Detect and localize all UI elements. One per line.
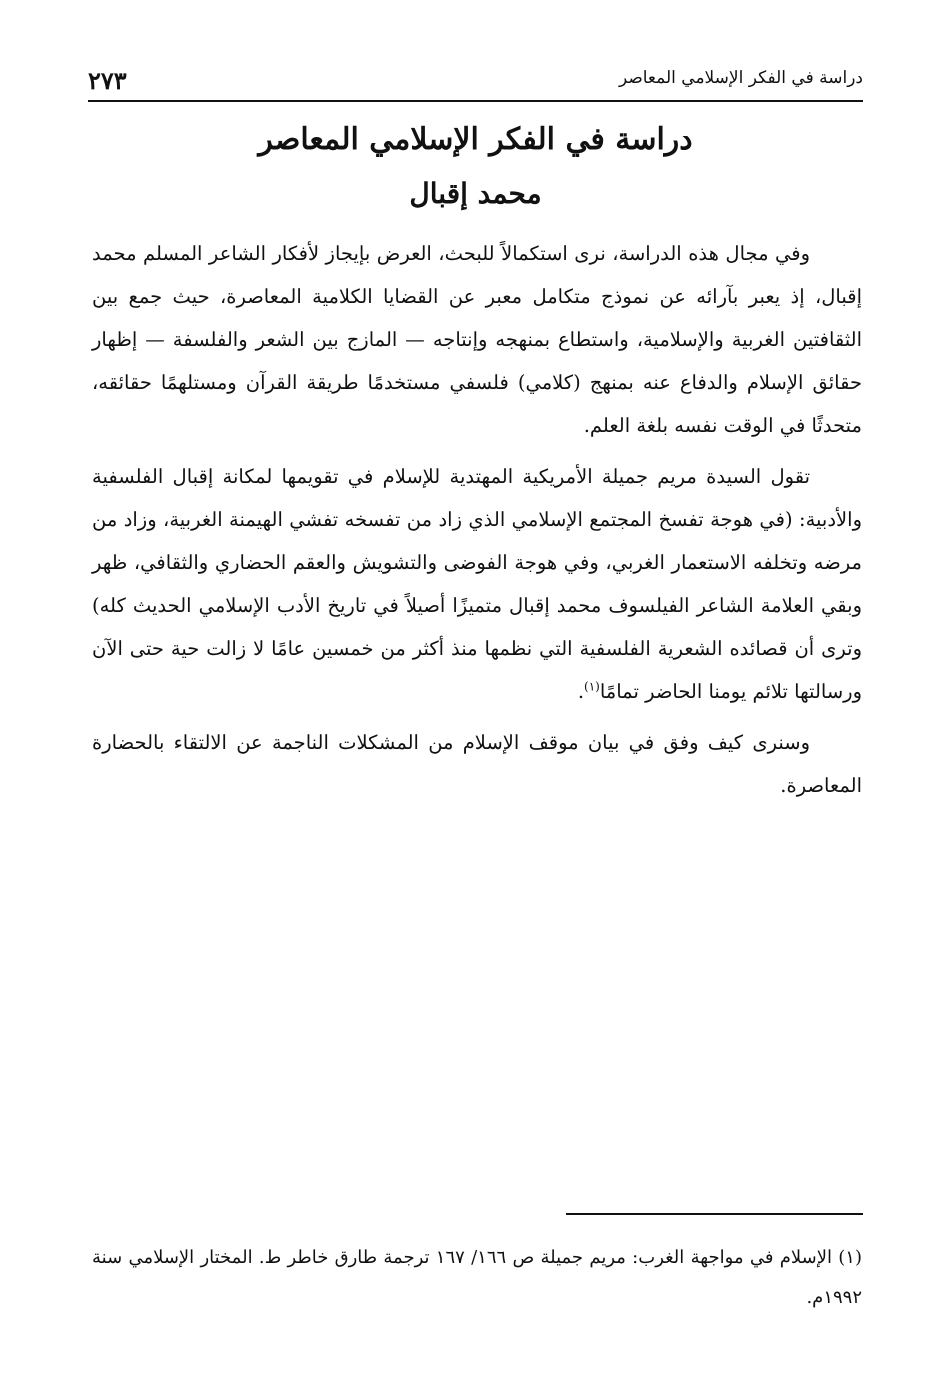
page-number: ٢٧٣ xyxy=(88,66,127,95)
paragraph-text: تقول السيدة مريم جميلة الأمريكية المهتدية للإسلام في تقويمها لمكانة إقبال الفلسفية والأدبية: (في هوجة تفسخ المجتمع الإسلامي الذي زاد من تفسخه تفشي الهيمنة الغربية، وزاد من مرضه وتخلفه الاستعمار الغربي، وفي هوجة الفوضى والتشويش والعقم الحضاري والثقافي، ظهر وبقي العلامة الشاعر الفيلسوف محمد إقبال متميزًا أصيلاً في تاريخ الأدب الإسلامي الحديث كله) وترى أن قصائده الشعرية الفلسفية التي نظمها منذ أكثر من خمسين عامًا لا زالت حية حتى الآن ورسالتها تلائم يومنا الحاضر تمامًا xyxy=(92,465,862,703)
paragraph-end: . xyxy=(577,680,585,703)
footnote: (١) الإسلام في مواجهة الغرب: مريم جميلة ص ١٦٦/ ١٦٧ ترجمة طارق خاطر ط. المختار الإسلامي سنة ١٩٩٢م. xyxy=(92,1247,862,1308)
footnote-reference[interactable]: (١) xyxy=(584,679,600,694)
running-header xyxy=(88,66,863,102)
paragraph: وسنرى كيف وفق في بيان موقف الإسلام من المشكلات الناجمة عن الالتقاء بالحضارة المعاصرة. xyxy=(92,731,862,797)
footnote-separator xyxy=(566,1213,863,1215)
chapter-title: دراسة في الفكر الإسلامي المعاصر xyxy=(258,122,693,157)
paragraph xyxy=(92,455,862,713)
running-title: دراسة في الفكر الإسلامي المعاصر xyxy=(618,68,863,88)
body-text xyxy=(92,232,862,815)
paragraph: وفي مجال هذه الدراسة، نرى استكمالاً للبحث، العرض بإيجاز لأفكار الشاعر المسلم محمد إقبال، إذ يعبر بآرائه عن نموذج متكامل معبر عن القضايا الكلامية المعاصرة، حيث جمع بين الثقافتين الغربية والإسلامية، واستطاع بمنهجه وإنتاجه — المازج بين الشعر والفلسفة — إظهار حقائق الإسلام والدفاع عنه بمنهج (كلامي) فلسفي مستخدمًا طريقة القرآن ومستلهمًا حقائقه، متحدثًا في الوقت نفسه بلغة العلم. xyxy=(92,242,862,437)
section-subtitle: محمد إقبال xyxy=(409,177,542,210)
